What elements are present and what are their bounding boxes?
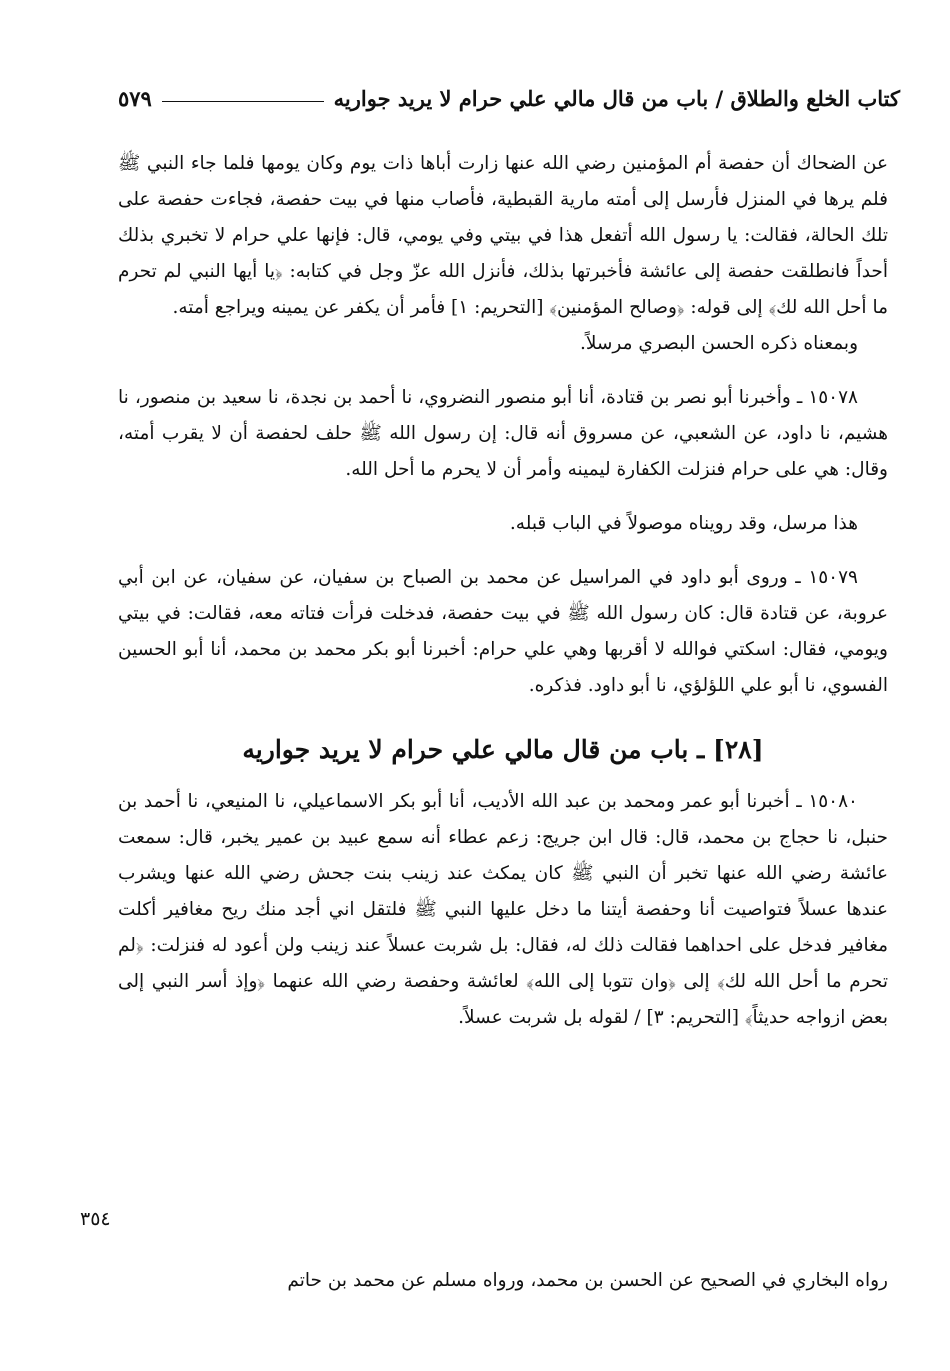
paragraph-hasan-mursal: وبمعناه ذكره الحسن البصري مرسلاً. [579, 333, 858, 354]
paragraph-dahhak-narration: عن الضحاك أن حفصة أم المؤمنين رضي الله عنها زارت أباها ذات يوم وكان يومها فلما جاء النبي ﷺ فلم يرها في المنزل فأرسل إلى أمته مارية القبطية، فأصاب منها في بيت حفصة، فجاءت حفصة على تلك الحالة، فقالت: يا رسول الله أتفعل هذا في بيتي وفي يومي، قال: فإنها علي حرام لا تخبري بذلك أحداً فانطلقت حفصة إلى عائشة فأخبرتها بذلك، فأنزل الله عزّ وجل في كتابه: ﴿يا أيها النبي لم تحرم ما أحل الله لك﴾ إلى قوله: ﴿وصالح المؤمنين﴾ [التحريم: ١] فأمر أن يكفر عن يمينه ويراجع أمته. [118, 153, 888, 318]
chapter-heading: [٢٨] ـ باب من قال مالي علي حرام لا يريد جواريه [242, 735, 764, 764]
margin-page-reference: ٣٥٤ [80, 1208, 111, 1230]
hadith-15080: ١٥٠٨٠ ـ أخبرنا أبو عمر ومحمد بن عبد الله الأديب، أنا أبو بكر الاسماعيلي، نا المنيعي، نا أحمد بن حنبل، نا حجاج بن محمد، قال: قال ابن جريج: زعم عطاء أنه سمع عبيد بن عمير يخبر، قال: سمعت عائشة رضي الله عنها تخبر أن النبي ﷺ كان يمكث عند زينب بنت جحش رضي الله عنها ويشرب عندها عسلاً فتواصيت أنا وحفصة أيتنا ما دخل عليها النبي ﷺ فلتقل اني أجد منك ريح مغافير أكلت مغافير فدخل على احداهما فقالت ذلك له، فقال: بل شربت عسلاً عند زينب ولن أعود له فنزلت: ﴿لم تحرم ما أحل الله لك﴾ إلى ﴿وان تتوبا إلى الله﴾ لعائشة وحفصة رضي الله عنهما ﴿وإذ أسر النبي إلى بعض ازواجه حديثاً﴾ [التحريم: ٣] / لقوله بل شربت عسلاً. [118, 791, 888, 1028]
page-number: ٥٧٩ [118, 85, 152, 111]
hadith-15078: ١٥٠٧٨ ـ وأخبرنا أبو نصر بن قتادة، أنا أبو منصور النضروي، نا أحمد بن نجدة، نا سعيد بن منصور، نا هشيم، نا داود، عن الشعبي، عن مسروق أنه قال: إن رسول الله ﷺ حلف لحفصة أن لا يقرب أمته، وقال: هي على حرام فنزلت الكفارة ليمينه وأمر أن لا يحرم ما أحل الله. [118, 387, 888, 480]
running-head-rule [162, 101, 324, 102]
hadith-15079: ١٥٠٧٩ ـ وروى أبو داود في المراسيل عن محمد بن الصباح بن سفيان، عن سفيان، عن ابن أبي عروبة، عن قتادة قال: كان رسول الله ﷺ في بيت حفصة، فدخلت فرأت فتاته معه، فقالت: في بيتي ويومي، فقال: اسكتي فوالله لا أقربها وهي علي حرام: أخبرنا أبو بكر محمد بن محمد، أنا أبو الحسين الفسوي، نا أبو علي اللؤلؤي، نا أبو داود. فذكره. [118, 567, 888, 696]
running-head-title: كتاب الخلع والطلاق / باب من قال مالي علي حرام لا يريد جواريه [333, 85, 900, 111]
body-text [118, 146, 888, 1036]
running-head [118, 78, 900, 118]
paragraph-mursal-note: هذا مرسل، وقد رويناه موصولاً في الباب قبله. [509, 513, 858, 534]
continuation-line: رواه البخاري في الصحيح عن الحسن بن محمد، ورواه مسلم عن محمد بن حاتم [287, 1270, 888, 1291]
